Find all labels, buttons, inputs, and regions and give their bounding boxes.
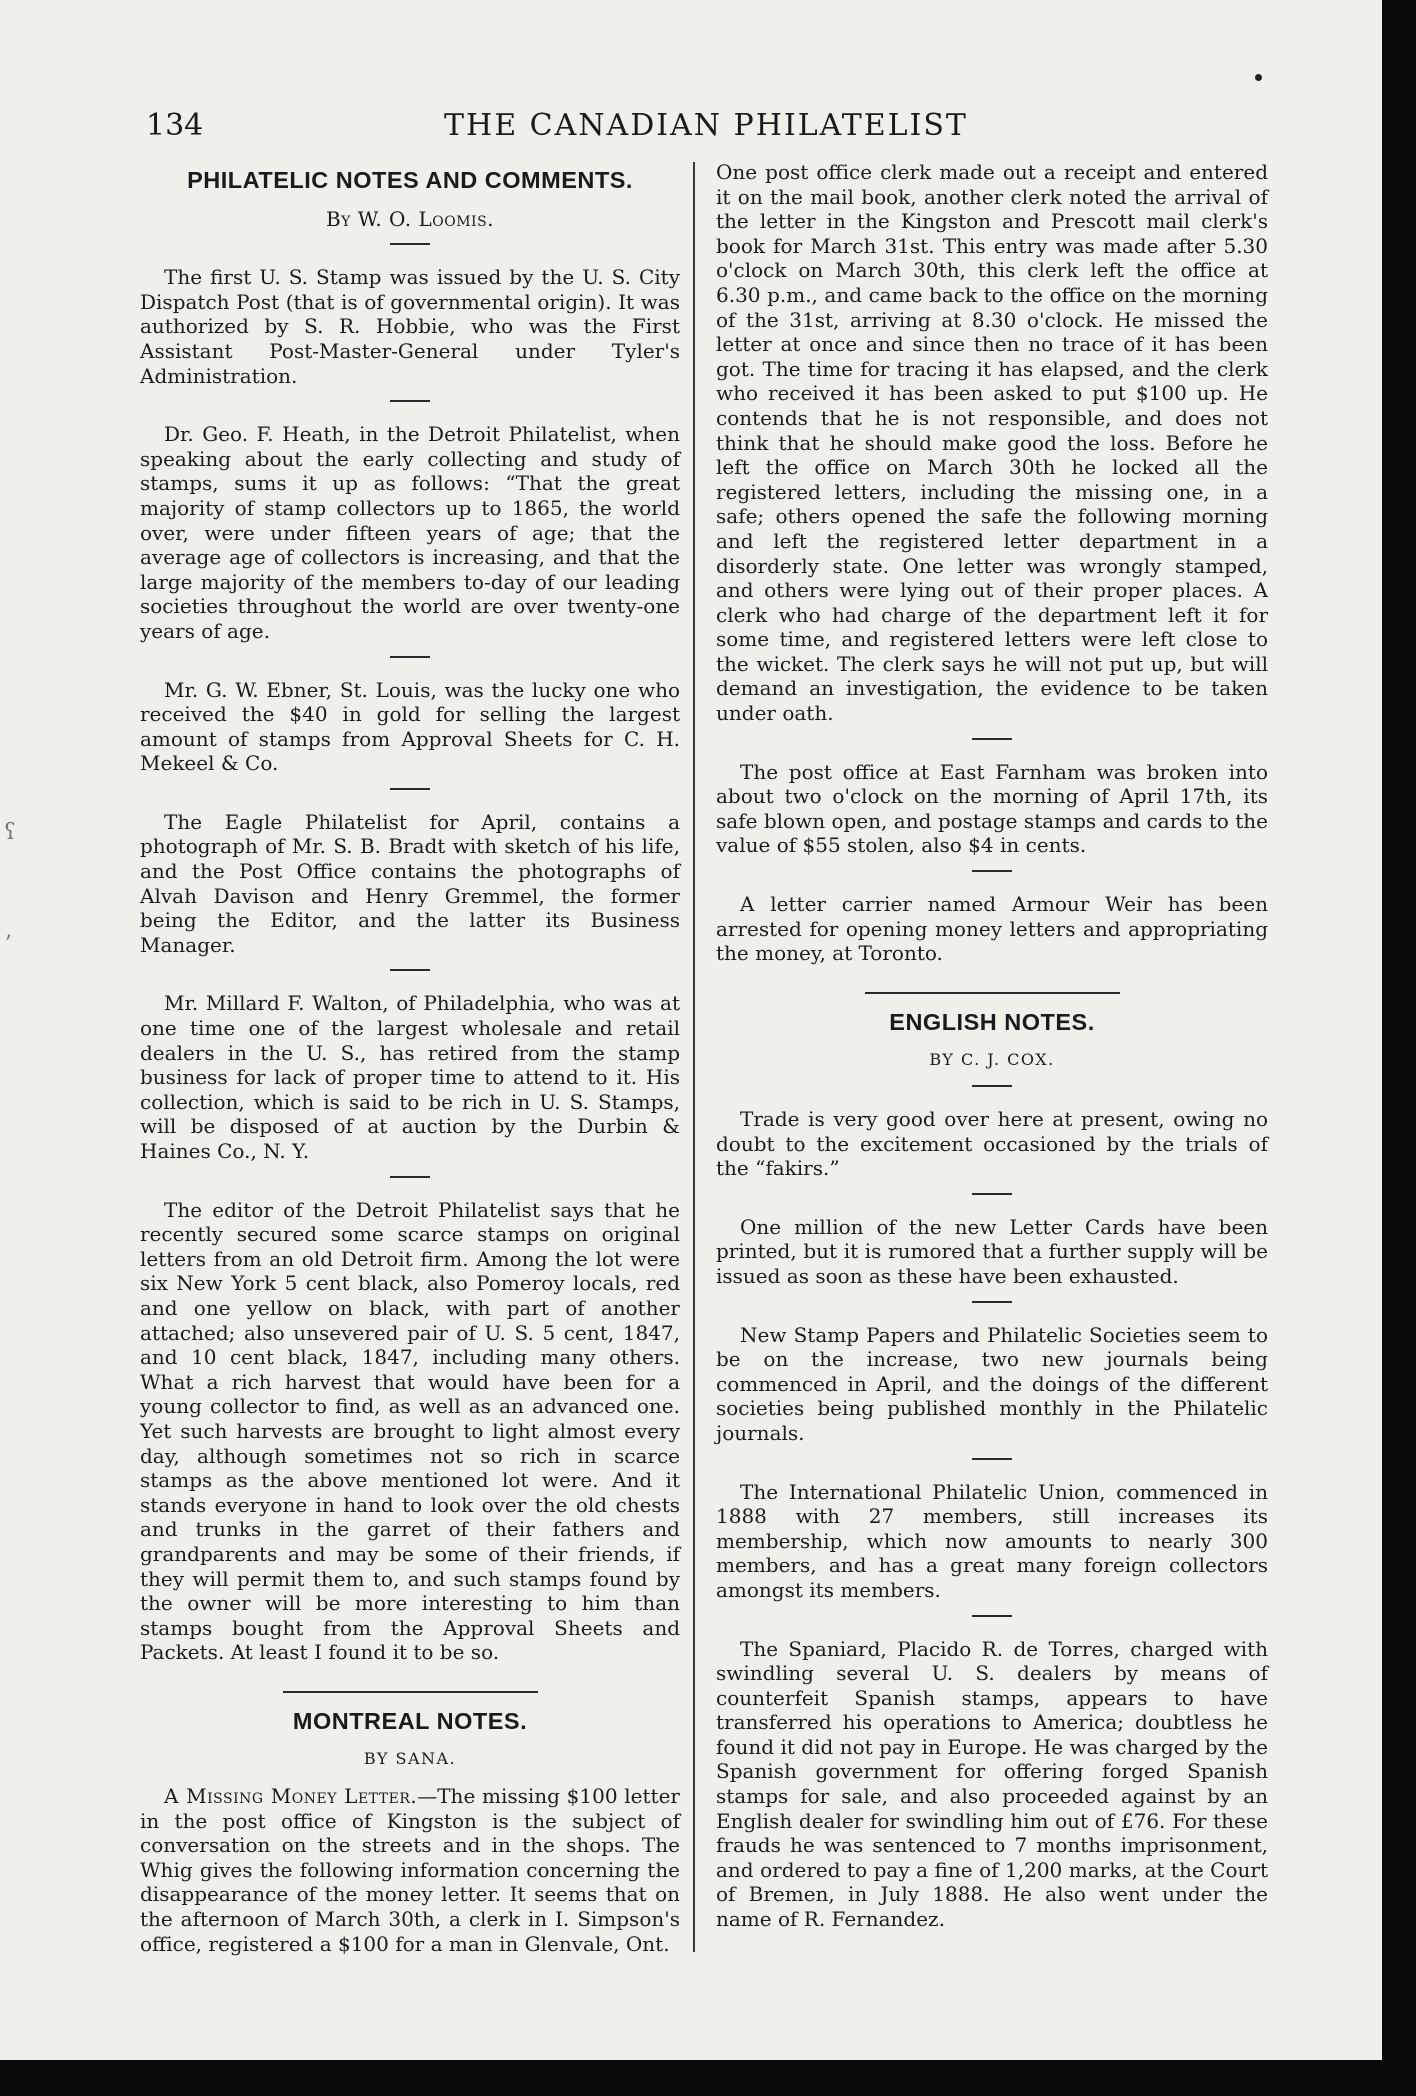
separator <box>972 1085 1012 1087</box>
left-column <box>140 160 680 1956</box>
section-title: PHILATELIC NOTES AND COMMENTS. <box>187 167 633 193</box>
separator <box>390 1176 430 1178</box>
article-paragraph: The Eagle Philatelist for April, contains a photograph of Mr. S. B. Bradt with sketch of his life, and the Post Office contains the photographs of Alvah Davison and Henry Gremmel, the former being the Editor, and the latter its Business Manager. <box>140 809 680 957</box>
section-title: MONTREAL NOTES. <box>292 1707 528 1734</box>
separator <box>390 243 430 245</box>
margin-mark: ʼ <box>4 932 11 957</box>
section-rule <box>283 1691 538 1693</box>
column-rule <box>693 162 695 1952</box>
margin-mark: ʕ <box>4 820 16 845</box>
separator <box>972 1301 1012 1303</box>
scan-edge <box>1382 0 1416 2096</box>
scan-speck <box>1255 74 1262 81</box>
article-paragraph <box>140 1784 680 1956</box>
separator <box>390 969 430 971</box>
scan-edge-bottom <box>0 2060 1416 2096</box>
separator <box>390 788 430 790</box>
separator <box>972 1615 1012 1617</box>
article-paragraph: A letter carrier named Armour Weir has been arrested for opening money letters and appropriating the money, at Toronto. <box>716 892 1268 966</box>
article-paragraph: The post office at East Farnham was broken into about two o'clock on the morning of April 17th, its safe blown open, and postage stamps and cards to the value of $55 stolen, also $4 in cents. <box>716 759 1268 858</box>
separator <box>390 656 430 658</box>
byline: BY C. J. COX. <box>929 1050 1055 1070</box>
page-header <box>146 108 1266 148</box>
article-paragraph: Mr. G. W. Ebner, St. Louis, was the lucky one who received the $40 in gold for selling the largest amount of stamps from Approval Sheets for C. H. Mekeel & Co. <box>140 677 680 776</box>
paragraph-text: —The missing $100 letter in the post office of Kingston is the subject of conversation on the streets and in the shops. The Whig gives the following information concerning the disappearance of the money letter. It seems that on the afternoon of March 30th, a clerk in I. Simpson's office, registered a $100 for a man in Glenvale, Ont. <box>140 1784 680 1956</box>
section-title: ENGLISH NOTES. <box>889 1008 1095 1035</box>
article-paragraph: One post office clerk made out a receipt and entered it on the mail book, another clerk noted the arrival of the letter in the Kingston and Prescott mail clerk's book for March 31st. This entry was made after 5.30 o'clock on March 30th, this clerk left the office at 6.30 p.m., and came back to the office on the morning of the 31st, arriving at 8.30 o'clock. He missed the letter at once and since then no trace of it has been got. The time for tracing it has elapsed, and the clerk who received it has been asked to put $100 up. He contends that he is not responsible, and does not think that he should make good the loss. Before he left the office on March 30th he locked all the registered letters, including the missing one, in a safe; others opened the safe the following morning and left the registered letter department in a disorderly state. One letter was wrongly stamped, and others were lying out of their proper places. A clerk who had charge of the department left it for some time, and registered letters were left close to the wicket. The clerk says he will not put up, but will demand an investigation, the evidence to be taken under oath. <box>716 160 1268 726</box>
article-paragraph: The first U. S. Stamp was issued by the U. S. City Dispatch Post (that is of governmental origin). It was authorized by S. R. Hobbie, who was the First Assistant Post-Master-General under Tyler's Administration. <box>140 265 680 388</box>
separator <box>390 400 430 402</box>
article-paragraph: Trade is very good over here at present, owing no doubt to the excitement occasioned by the trials of the “fakirs.” <box>716 1107 1268 1181</box>
article-paragraph: Dr. Geo. F. Heath, in the Detroit Philatelist, when speaking about the early collecting and study of stamps, sums it up as follows: “That the great majority of stamp collectors up to 1865, the world over, were under fifteen years of age; that the average age of collectors is increasing, and that the large majority of the members to-day of our leading societies throughout the world are over twenty-one years of age. <box>140 422 680 643</box>
right-column <box>716 160 1268 1932</box>
separator <box>972 738 1012 740</box>
separator <box>972 1193 1012 1195</box>
separator <box>972 1458 1012 1460</box>
section-rule <box>865 992 1120 994</box>
article-paragraph: The editor of the Detroit Philatelist says that he recently secured some scarce stamps on original letters from an old Detroit firm. Among the lot were six New York 5 cent black, also Pomeroy locals, red and one yellow on black, with part of another attached; also unsevered pair of U. S. 5 cent, 1847, and 10 cent black, 1847, including many others. What a rich harvest that would have been for a young collector to find, as well as an advanced one. Yet such harvests are brought to light almost every day, although sometimes not so rich in scarce stamps as the above mentioned lot were. And it stands everyone in hand to look over the old chests and trunks in the garret of their fathers and grandparents and may be some of their friends, if they will permit them to, and such stamps found by the owner will be more interesting to him than stamps bought from the Approval Sheets and Packets. At least I found it to be so. <box>140 1197 680 1665</box>
byline: By W. O. Loomis. <box>325 206 495 231</box>
lead-in: A Missing Money Letter. <box>164 1784 418 1809</box>
running-title: THE CANADIAN PHILATELIST <box>444 108 968 143</box>
article-paragraph: New Stamp Papers and Philatelic Societies seem to be on the increase, two new journals being commenced in April, and the doings of the different societies being published monthly in the Philatelic journals. <box>716 1322 1268 1445</box>
article-paragraph: The Spaniard, Placido R. de Torres, charged with swindling several U. S. dealers by means of counterfeit Spanish stamps, appears to have transferred his operations to America; doubtless he found it did not pay in Europe. He was charged by the Spanish government for offering forged Spanish stamps for sale, and also proceeded against by an English dealer for swindling him out of £76. For these frauds he was sentenced to 7 months imprisonment, and ordered to pay a fine of 1,200 marks, at the Court of Bremen, in July 1888. He also went under the name of R. Fernandez. <box>716 1636 1268 1932</box>
byline: BY SANA. <box>363 1749 457 1769</box>
page-number: 134 <box>146 108 204 143</box>
article-paragraph: Mr. Millard F. Walton, of Philadelphia, who was at one time one of the largest wholesale and retail dealers in the U. S., has retired from the stamp business for lack of proper time to attend to it. His collection, which is said to be rich in U. S. Stamps, will be disposed of at auction by the Durbin & Haines Co., N. Y. <box>140 991 680 1163</box>
separator <box>972 870 1012 872</box>
article-paragraph: The International Philatelic Union, commenced in 1888 with 27 members, still increases its membership, which now amounts to nearly 300 members, and has a great many foreign collectors amongst its members. <box>716 1479 1268 1602</box>
article-paragraph: One million of the new Letter Cards have been printed, but it is rumored that a further supply will be issued as soon as these have been exhausted. <box>716 1214 1268 1288</box>
